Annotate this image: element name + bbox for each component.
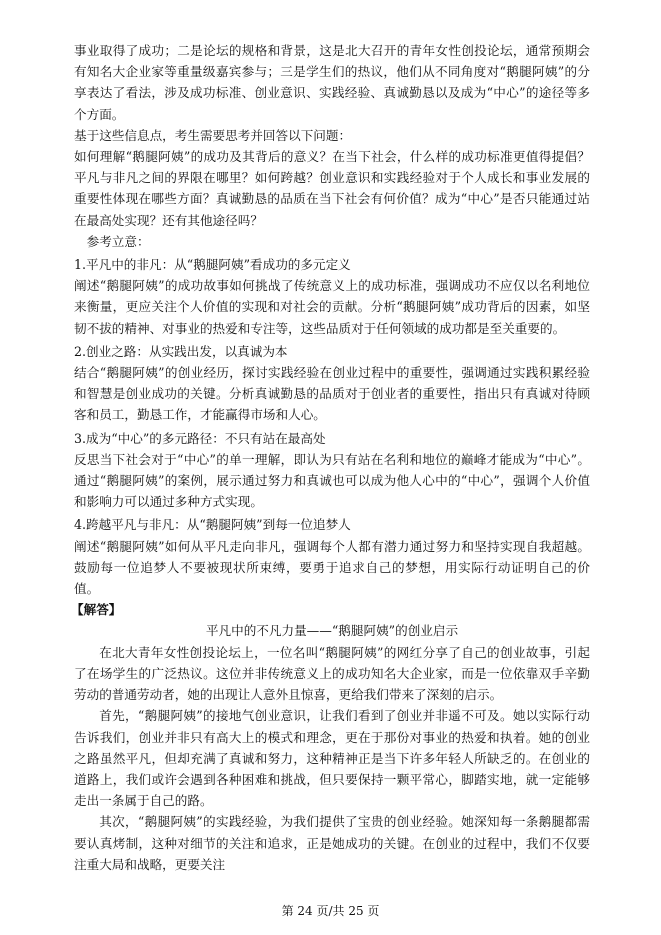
answer-label: 【解答】: [71, 602, 122, 618]
idea-body-1: 阐述“鹅腿阿姨”的成功故事如何挑战了传统意义上的成功标准，强调成功不应仅以名利地位来衡量，更应关注个人价值的实现和对社会的贡献。分析“鹅腿阿姨”成功背后的因素，如坚韧不拔的精神、对事业的热爱和专注等，这些品质对于任何领域的成功都是至关重要的。: [74, 278, 590, 336]
document-page: [71, 40, 590, 875]
idea-body-4: 阐述“鹅腿阿姨”如何从平凡走向非凡，强调每个人都有潜力通过努力和坚持实现自我超越。鼓励每一位追梦人不要被现状所束缚，要勇于追求自己的梦想，用实际行动证明自己的价值。: [74, 538, 590, 597]
essay-paragraph-2: 首先，“鹅腿阿姨”的接地气创业意识，让我们看到了创业并非遥不可及。她以实际行动告诉我们，创业并非只有高大上的模式和理念，更在于那份对事业的热爱和执着。她的创业之路虽然平凡，但却充满了真诚和努力，这种精神正是当下许多年轻人所缺乏的。在创业的道路上，我们或许会遇到各种困难和挑战，但只要保持一颗平常心，脚踏实地，就一定能够走出一条属于自己的路。: [74, 708, 590, 809]
essay-paragraph-3: 其次，“鹅腿阿姨”的实践经验，为我们提供了宝贵的创业经验。她深知每一条鹅腿都需要认真烤制，这种对细节的关注和追求，正是她成功的关键。在创业的过程中，我们不仅要注重大局和战略，更要关注: [74, 814, 590, 872]
paragraph-context: 事业取得了成功；二是论坛的规格和背景，这是北大召开的青年女性创投论坛，通常预期会有知名大企业家等重量级嘉宾参与；三是学生们的热议，他们从不同角度对“鹅腿阿姨”的分享表达了看法，涉及成功标准、创业意识、实践经验、真诚勤恳以及成为“中心”的途径等多个方面。: [74, 43, 590, 122]
idea-heading-2: 2.创业之路：从实践出发，以真诚为本: [74, 343, 288, 359]
idea-body-2: 结合“鹅腿阿姨”的创业经历，探讨实践经验在创业过程中的重要性，强调通过实践积累经验和智慧是创业成功的关键。分析真诚勤恳的品质对于创业者的重要性，指出只有真诚对待顾客和员工，勤恳工作，才能赢得市场和人心。: [74, 365, 590, 423]
paragraph-questions: 如何理解“鹅腿阿姨”的成功及其背后的意义？在当下社会，什么样的成功标准更值得提倡？平凡与非凡之间的界限在哪里？如何跨越？创业意识和实践经验对于个人成长和事业发展的重要性体现在哪些方面？真诚勤恳的品质在当下社会有何价值？成为“中心”是否只能通过站在最高处实现？还有其他途径吗？: [74, 149, 590, 228]
reference-ideas-label: 参考立意：: [86, 233, 150, 249]
essay-paragraph-1: 在北大青年女性创投论坛上，一位名叫“鹅腿阿姨”的网红分享了自己的创业故事，引起了在场学生的广泛热议。这位并非传统意义上的成功知名大企业家，而是一位依靠双手辛勤劳动的普通劳动者，她的出现让人意外且惊喜，更给我们带来了深刻的启示。: [74, 644, 590, 703]
idea-heading-4: 4.跨越平凡与非凡：从“鹅腿阿姨”到每一位追梦人: [74, 517, 351, 533]
page-number-footer: 第 24 页/共 25 页: [281, 904, 380, 918]
idea-heading-1: 1.平凡中的非凡：从“鹅腿阿姨”看成功的多元定义: [74, 257, 351, 273]
paragraph-prompt: 基于这些信息点，考生需要思考并回答以下问题：: [74, 127, 352, 143]
idea-body-3: 反思当下社会对于“中心”的单一理解，即认为只有站在名利和地位的巅峰才能成为“中心”。通过“鹅腿阿姨”的案例，展示通过努力和真诚也可以成为他人心中的“中心”，强调个人价值和影响力可以通过多种方式实现。: [74, 451, 590, 510]
idea-heading-3: 3.成为“中心”的多元路径：不只有站在最高处: [74, 430, 326, 446]
essay-title: 平凡中的不凡力量——“鹅腿阿姨”的创业启示: [205, 623, 459, 639]
